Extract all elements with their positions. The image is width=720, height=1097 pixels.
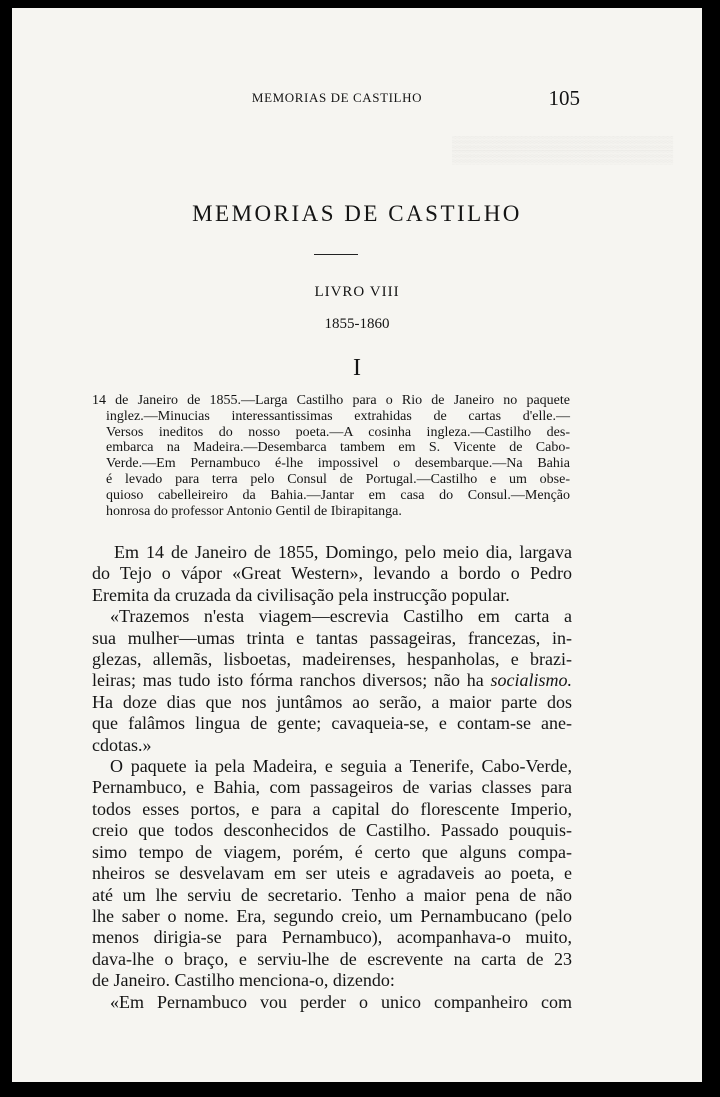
text-line: lhe saber o nome. Era, segundo creio, um Pernambucano (pelo	[92, 905, 572, 926]
summary-line: é levado para terra pelo Consul de Portugal.—Castilho e um obse-	[106, 471, 570, 487]
chapter-heading: MEMORIAS DE CASTILHO	[192, 201, 522, 226]
chapter-number: I	[353, 355, 361, 381]
text-line: Eremita da cruzada da civilisação pela instrucção popular.	[92, 584, 510, 605]
text-line: menos dirigia-se para Pernambuco), acompanhava-o muito,	[92, 927, 572, 948]
text-line: glezas, allemãs, lisboetas, madeirenses, hespanholas, e brazi-	[92, 649, 572, 670]
summary-line: Verde.—Em Pernambuco é-lhe impossivel o desembarque.—Na Bahia	[106, 456, 570, 472]
running-head	[12, 86, 702, 114]
page-number: 105	[548, 86, 580, 110]
text-line: Em 14 de Janeiro de 1855, Domingo, pelo meio dia, largava	[114, 542, 572, 562]
text-line: de Janeiro. Castilho menciona-o, dizendo:	[92, 970, 395, 991]
year-range: 1855-1860	[324, 316, 390, 332]
book-page	[12, 8, 702, 1082]
text-fragment: leiras; mas tudo isto fórma ranchos diversos; não ha	[92, 670, 484, 691]
text-line: nheiros se desvelavam em ser uteis e agradaveis ao poeta, e	[92, 863, 572, 884]
running-title: MEMORIAS DE CASTILHO	[251, 90, 423, 105]
italic-word: socialismo.	[490, 670, 572, 691]
text-line: «Em Pernambuco vou perder o unico companheiro com	[110, 991, 572, 1012]
text-line: que falâmos lingua de gente; cavaqueia-se, e contam-se ane-	[92, 713, 572, 734]
text-line: Pernambuco, e Bahia, com passageiros de varias classes para	[92, 777, 572, 798]
chapter-summary	[92, 393, 570, 519]
summary-line: inglez.—Minucias interessantissimas extrahidas de cartas d'elle.—	[106, 408, 570, 424]
summary-line: 14 de Janeiro de 1855.—Larga Castilho para o Rio de Janeiro no paquete	[92, 393, 570, 408]
text-line: «Trazemos n'esta viagem—escrevia Castilho em carta a	[110, 606, 572, 627]
text-line: Ha doze dias que nos juntâmos ao serão, a maior parte dos	[92, 691, 572, 712]
text-line: dava-lhe o braço, e serviu-lhe de escrevente na carta de 23	[92, 948, 572, 969]
text-line: até um lhe serviu de secretario. Tenho a maior pena de não	[92, 884, 572, 905]
summary-line: Versos ineditos do nosso poeta.—A cosinha ingleza.—Castilho des-	[106, 424, 570, 440]
text-line: simo tempo de viagem, porém, é certo que alguns compa-	[92, 841, 572, 862]
bleed-through-texture: ▒▒▒▒▒▒▒▒▒▒▒▒▒▒▒▒▒▒▒▒▒▒▒▒ ▒▒▒▒▒▒▒▒▒▒▒▒▒▒▒▒▒▒▒▒▒▒▒▒	[452, 135, 674, 164]
book-label: LIVRO VIII	[314, 284, 400, 300]
summary-line: honrosa do professor Antonio Gentil de Ibirapitanga.	[106, 503, 402, 519]
text-line	[92, 670, 572, 691]
text-line: do Tejo o vápor «Great Western», levando a bordo o Pedro	[92, 563, 572, 584]
text-line: sua mulher—umas trinta e tantas passageiras, francezas, in-	[92, 627, 572, 648]
text-line: todos esses portos, e para a capital do florescente Imperio,	[92, 798, 572, 819]
text-line: creio que todos desconhecidos de Castilho. Passado pouquis-	[92, 820, 572, 841]
text-line: O paquete ia pela Madeira, e seguia a Tenerife, Cabo-Verde,	[110, 756, 572, 777]
text-line: cdotas.»	[92, 734, 152, 755]
body-text	[92, 542, 572, 1013]
summary-line: quioso cabelleireiro da Bahia.—Jantar em casa do Consul.—Menção	[106, 487, 570, 503]
title-rule	[314, 254, 358, 255]
summary-line: embarca na Madeira.—Desembarca tambem em S. Vicente de Cabo-	[106, 440, 570, 456]
